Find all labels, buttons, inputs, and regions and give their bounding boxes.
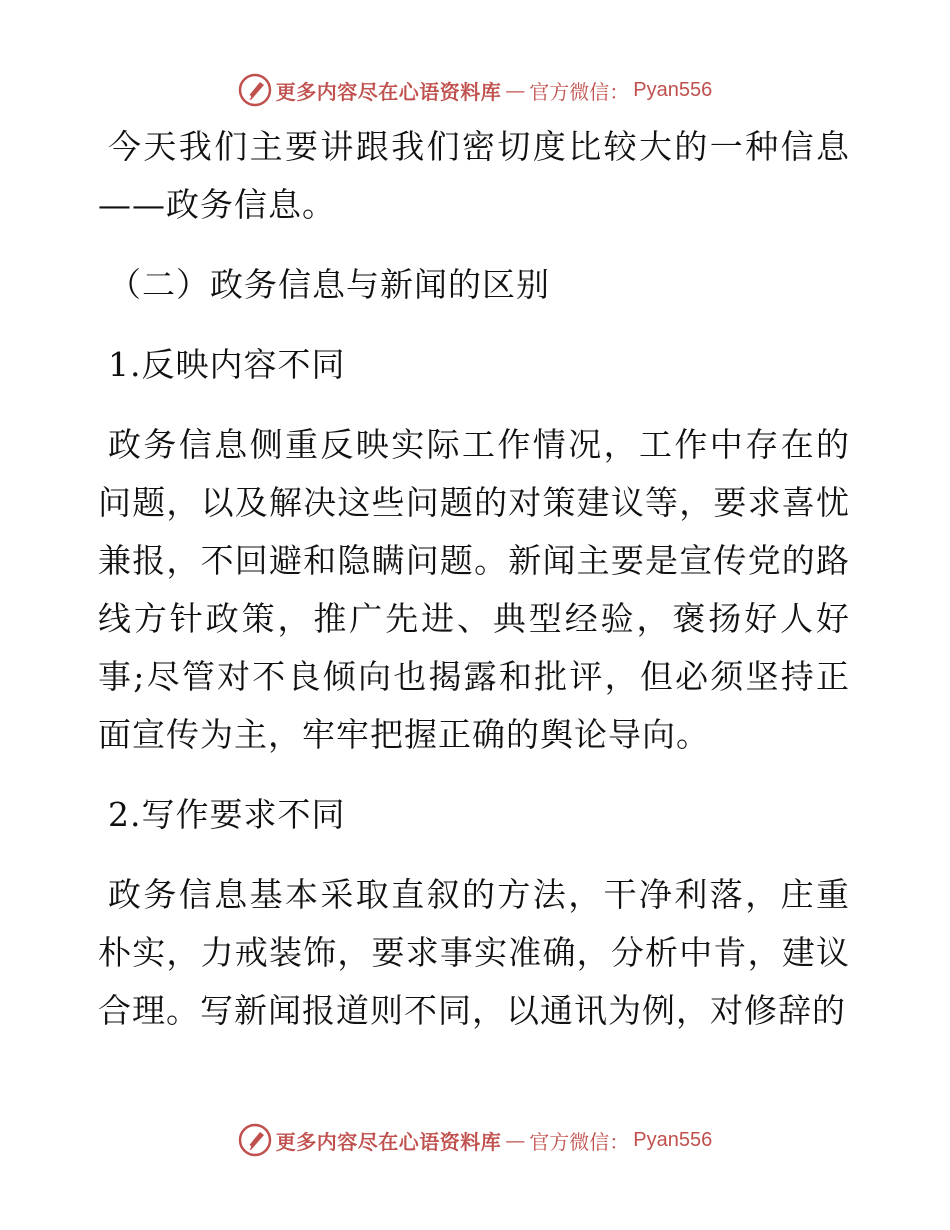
subheading-writing: 2.写作要求不同 [108,795,346,834]
banner-wechat-id: Pyan556 [633,1128,713,1151]
banner-separator: — [505,1128,526,1152]
banner-site-text: 更多内容尽在心语资料库 [275,79,502,104]
banner-wechat-id: Pyan556 [633,78,713,101]
paragraph-writing: 政务信息基本采取直叙的方法，干净利落，庄重朴实，力戒装饰，要求事实准确，分析中肯，建议合理。写新闻报道则不同，以通讯为例，对修辞的 [98,875,850,1030]
section-heading: （二）政务信息与新闻的区别 [108,265,550,304]
banner-wechat-label: 官方微信： [529,79,630,104]
footer-banner [0,1120,950,1160]
banner-site-text: 更多内容尽在心语资料库 [275,1129,502,1154]
paragraph-intro: 今天我们主要讲跟我们密切度比较大的一种信息——政务信息。 [98,127,850,224]
pen-nib-logo-icon [238,73,272,107]
paragraph-content: 政务信息侧重反映实际工作情况，工作中存在的问题，以及解决这些问题的对策建议等，要求喜忧兼报，不回避和隐瞒问题。新闻主要是宣传党的路线方针政策，推广先进、典型经验，褒扬好人好事;尽管对不良倾向也揭露和批评，但必须坚持正面宣传为主，牢牢把握正确的舆论导向。 [98,425,850,754]
document-body [98,118,850,1062]
subheading-content: 1.反映内容不同 [108,345,346,384]
header-banner [0,70,950,110]
pen-nib-logo-icon [238,1123,272,1157]
banner-separator: — [505,78,526,102]
banner-wechat-label: 官方微信： [529,1129,630,1154]
